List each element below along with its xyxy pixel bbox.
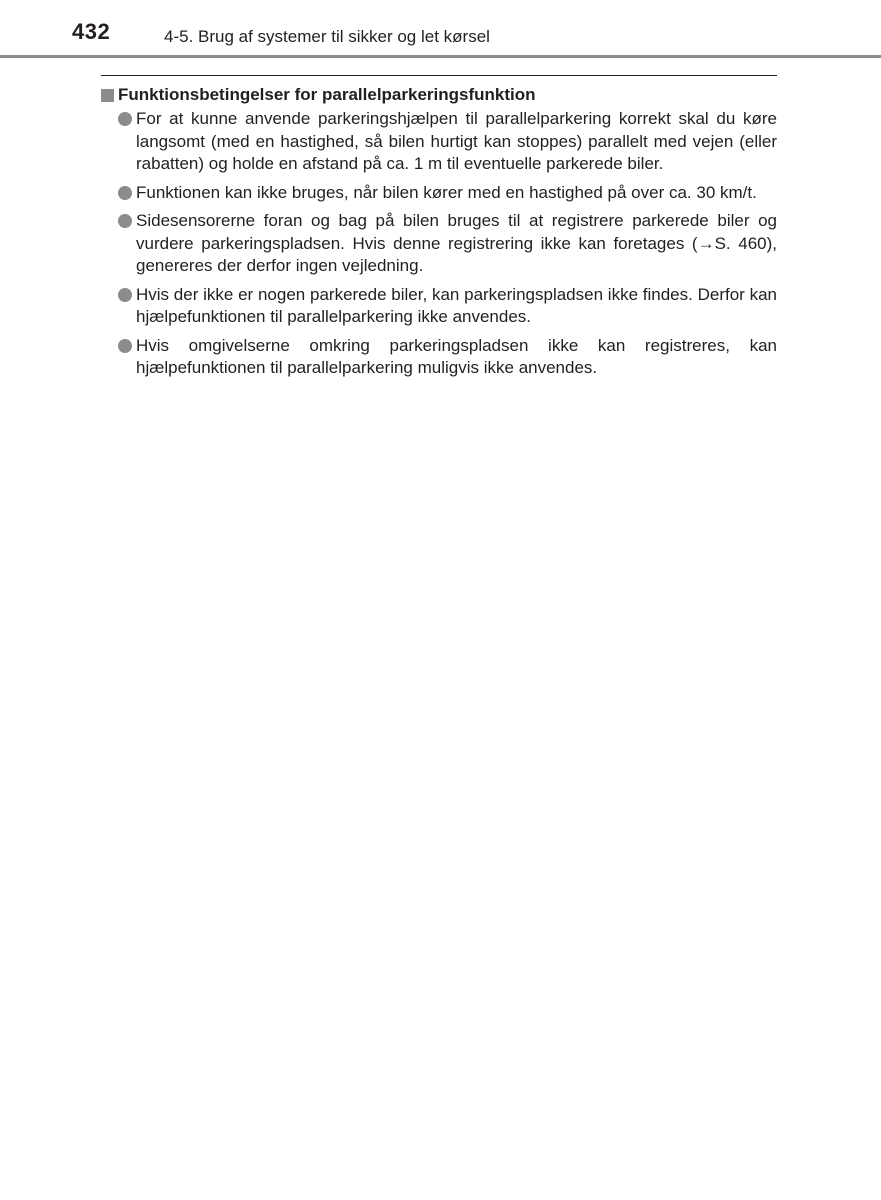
bullet-icon: [118, 214, 132, 228]
list-item-text: Hvis omgivelserne omkring parkeringspladsen ikke kan registreres, kan hjælpefunktionen til parallelparkering muligvis ikke anvendes.: [136, 335, 777, 377]
section-divider: [101, 75, 777, 76]
page-header: [0, 0, 881, 60]
list-item: [101, 108, 777, 176]
bullet-icon: [118, 339, 132, 353]
bullet-icon: [118, 112, 132, 126]
section-heading: [101, 84, 777, 106]
bullet-icon: [118, 186, 132, 200]
list-item: [101, 182, 777, 205]
list-item-text: Sidesensorerne foran og bag på bilen bruges til at registrere parkerede biler og vurdere parkeringspladsen. Hvis denne registrering ikke kan foretages (→S. 460), genereres der derfor ingen vejledning.: [136, 211, 777, 275]
condition-list: [101, 108, 777, 380]
list-item-text: Hvis der ikke er nogen parkerede biler, kan parkeringspladsen ikke findes. Derfor kan hjælpefunktionen til parallelparkering ikke anvendes.: [136, 284, 777, 326]
bullet-icon: [118, 288, 132, 302]
page-number: 432: [72, 19, 111, 44]
section-operating-conditions: [101, 84, 777, 386]
header-divider: [0, 55, 881, 58]
list-item: [101, 210, 777, 278]
chapter-title: 4-5. Brug af systemer til sikker og let kørsel: [164, 27, 490, 46]
list-item: [101, 284, 777, 329]
square-icon: [101, 89, 114, 102]
list-item-text: Funktionen kan ikke bruges, når bilen kører med en hastighed på over ca. 30 km/t.: [136, 182, 757, 202]
list-item-text: For at kunne anvende parkeringshjælpen til parallelparkering korrekt skal du køre langsomt (med en hastighed, så bilen hurtigt kan stoppes) parallelt med vejen (eller rabatten) og holde en afstand på ca. 1 m til eventuelle parkerede biler.: [136, 109, 777, 173]
section-heading-text: Funktionsbetingelser for parallelparkeringsfunktion: [118, 85, 536, 104]
list-item: [101, 335, 777, 380]
